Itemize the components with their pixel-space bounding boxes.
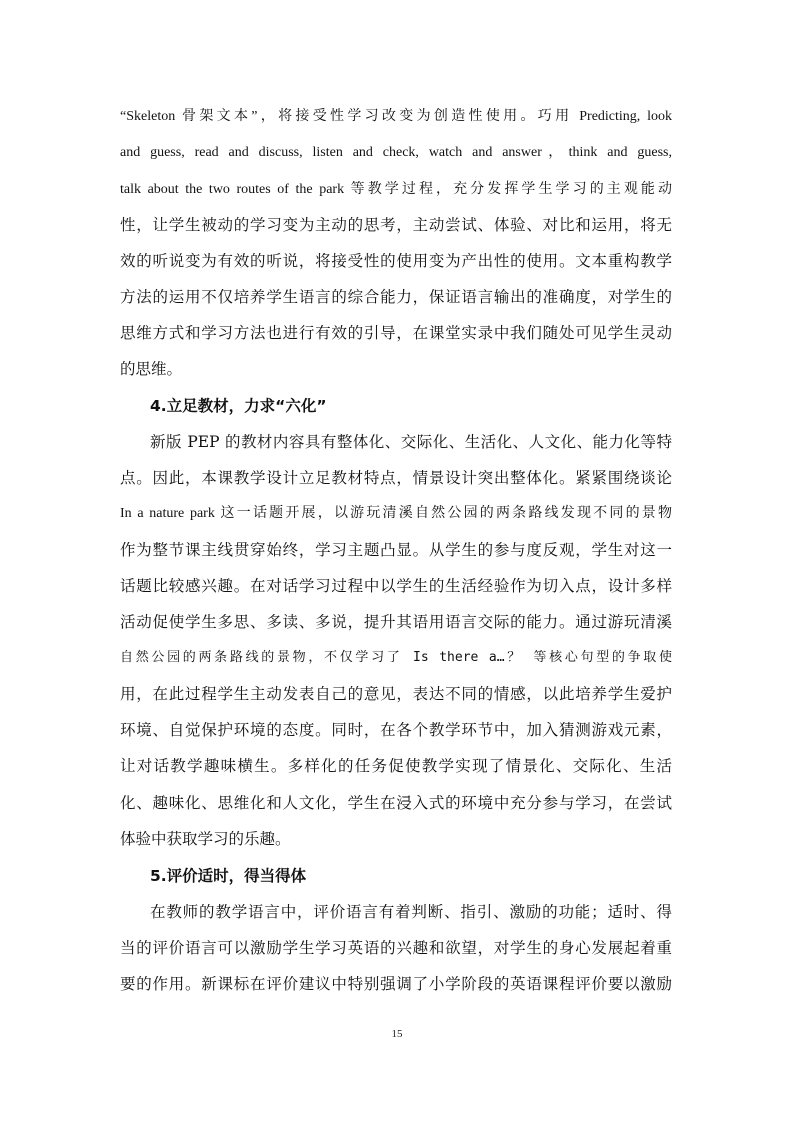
text-line: 方法的运用不仅培养学生语言的综合能力，保证语言输出的准确度，对学生的 — [120, 288, 672, 306]
text-line: 的思维。 — [120, 360, 183, 378]
text-line: 新版 PEP 的教材内容具有整体化、交际化、生活化、人文化、能力化等特 — [150, 433, 672, 451]
text-line: 体验中获取学习的乐趣。 — [120, 830, 291, 848]
text-line: 话题比较感兴趣。在对话学习过程中以学生的生活经验作为切入点，设计多样 — [120, 577, 672, 595]
text-line: talk about the two routes of the park 等教学过程，充分发挥学生学习的主观能动 — [120, 182, 672, 197]
text-line: 让对话教学趣味横生。多样化的任务促使教学实现了情景化、交际化、生活 — [120, 757, 672, 775]
text-line: 环境、自觉保护环境的态度。同时，在各个教学环节中，加入猜测游戏元素， — [120, 721, 672, 739]
section-heading: 5.评价适时，得当得体 — [150, 867, 307, 885]
text-line: 点。因此，本课教学设计立足教材特点，情景设计突出整体化。紧紧围绕谈论 — [120, 469, 672, 487]
text-line: 性，让学生被动的学习变为主动的思考，主动尝试、体验、对比和运用，将无 — [120, 216, 672, 234]
text-line: 效的听说变为有效的听说，将接受性的使用变为产出性的使用。文本重构教学 — [120, 252, 672, 270]
text-line: 当的评价语言可以激励学生学习英语的兴趣和欲望，对学生的身心发展起着重 — [120, 939, 672, 957]
text-line: 作为整节课主线贯穿始终，学习主题凸显。从学生的参与度反观，学生对这一 — [120, 541, 672, 559]
text-line: 自然公园的两条路线的景物，不仅学习了 Is there a…？ 等核心句型的争取使 — [120, 650, 672, 665]
page-number: 15 — [391, 1028, 403, 1040]
text-line: 用，在此过程学生主动发表自己的意见，表达不同的情感，以此培养学生爱护 — [120, 685, 672, 703]
text-line: 思维方式和学习方法也进行有效的引导，在课堂实录中我们随处可见学生灵动 — [120, 324, 672, 342]
section-heading: 4.立足教材，力求“六化” — [150, 397, 327, 415]
text-line: “Skeleton 骨架文本”，将接受性学习改变为创造性使用。巧用 Predicting, look — [120, 109, 672, 124]
text-line: 要的作用。新课标在评价建议中特别强调了小学阶段的英语课程评价要以激励 — [120, 975, 672, 993]
text-line: 化、趣味化、思维化和人文化，学生在浸入式的环境中充分参与学习，在尝试 — [120, 794, 672, 812]
text-line: 在教师的教学语言中，评价语言有着判断、指引、激励的功能；适时、得 — [150, 903, 672, 921]
text-line: 活动促使学生多思、多读、多说，提升其语用语言交际的能力。通过游玩清溪 — [120, 613, 672, 631]
text-line: In a nature park 这一话题开展，以游玩清溪自然公园的两条路线发现不同的景物 — [120, 506, 672, 521]
text-line: and guess, read and discuss, listen and check, watch and answer，think and guess, — [120, 145, 672, 160]
